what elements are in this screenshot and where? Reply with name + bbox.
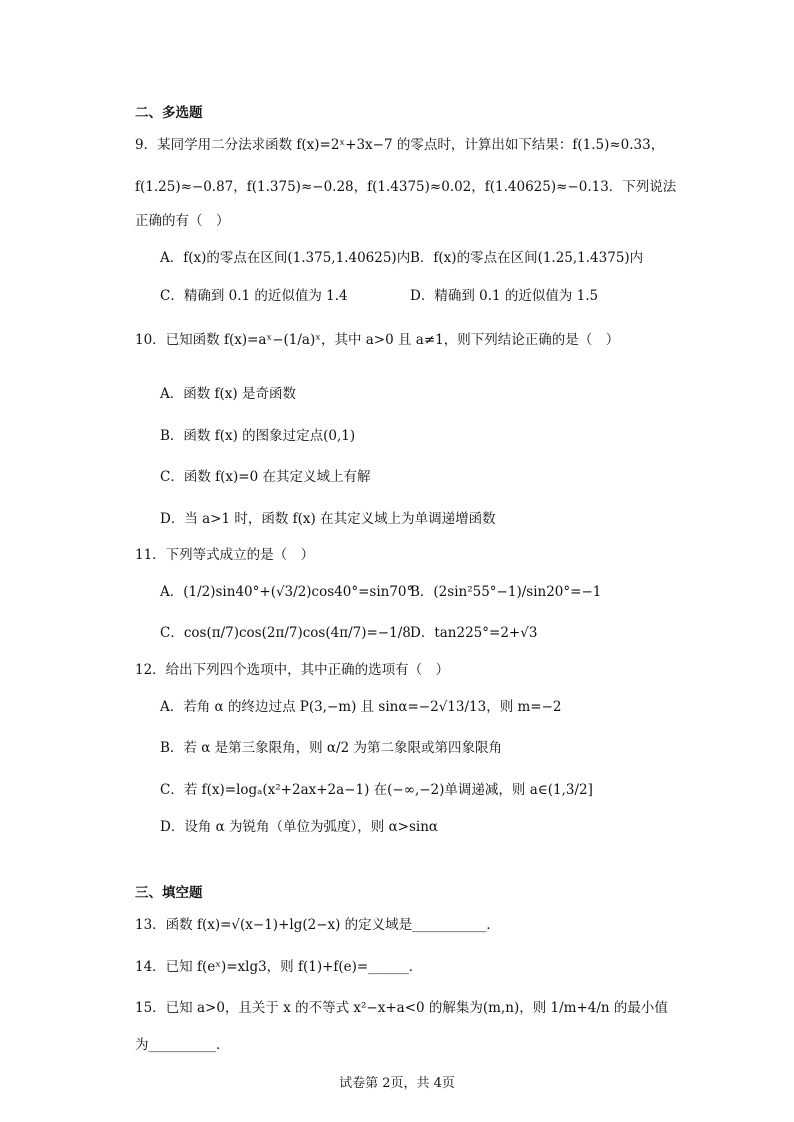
- q9-stem-line2: f(1.25)≈−0.87，f(1.375)≈−0.28，f(1.4375)≈0.02，f(1.40625)≈−0.13．下列说法: [135, 179, 677, 195]
- q11-stem: 11．下列等式成立的是（ ）: [135, 547, 315, 563]
- q12-stem: 12．给出下列四个选项中，其中正确的选项有（ ）: [135, 662, 450, 678]
- q12-option-c: C．若 f(x)=logₐ(x²+2ax+2a−1) 在(−∞,−2)单调递减，则 a∈(1,3/2]: [160, 782, 593, 798]
- section-title-multiple-choice: 二、多选题: [135, 105, 203, 121]
- q15-stem-line2: 为__________．: [135, 1037, 230, 1053]
- q9-option-c: C．精确到 0.1 的近似值为 1.4: [160, 288, 348, 304]
- q15-stem-line1: 15．已知 a>0，且关于 x 的不等式 x²−x+a<0 的解集为(m,n)，则 1/m+4/n 的最小值: [135, 1000, 668, 1016]
- q9-option-a: A．f(x)的零点在区间(1.375,1.40625)内: [160, 250, 411, 266]
- q11-option-b: B．(2sin²55°−1)/sin20°=−1: [410, 584, 602, 600]
- q14-stem: 14．已知 f(eˣ)=xlg3，则 f(1)+f(e)=______．: [135, 959, 423, 975]
- q9-option-b: B．f(x)的零点在区间(1.25,1.4375)内: [410, 250, 644, 266]
- q9-stem-line1: 9．某同学用二分法求函数 f(x)=2ˣ+3x−7 的零点时，计算出如下结果：f(1.5)≈0.33，: [135, 137, 665, 153]
- q10-option-c: C．函数 f(x)=0 在其定义域上有解: [160, 469, 371, 485]
- q13-stem: 13．函数 f(x)=√(x−1)+lg(2−x) 的定义域是___________．: [135, 917, 500, 933]
- q10-stem: 10．已知函数 f(x)=aˣ−(1/a)ˣ，其中 a>0 且 a≠1，则下列结论正确的是（ ）: [135, 332, 620, 348]
- q10-option-d: D．当 a>1 时，函数 f(x) 在其定义域上为单调递增函数: [160, 511, 496, 527]
- q12-option-d: D．设角 α 为锐角（单位为弧度），则 α>sinα: [160, 819, 439, 835]
- q9-stem-line3: 正确的有（ ）: [135, 213, 230, 229]
- page-footer: 试卷第 2页，共 4页: [339, 1076, 455, 1091]
- q11-option-d: D．tan225°=2+√3: [410, 625, 538, 641]
- q10-option-b: B．函数 f(x) 的图象过定点(0,1): [160, 428, 356, 444]
- q12-option-b: B．若 α 是第三象限角，则 α/2 为第二象限或第四象限角: [160, 740, 502, 756]
- q11-option-a: A．(1/2)sin40°+(√3/2)cos40°=sin70°: [160, 584, 414, 600]
- q12-option-a: A．若角 α 的终边过点 P(3,−m) 且 sinα=−2√13/13，则 m=−2: [160, 699, 562, 715]
- q10-option-a: A．函数 f(x) 是奇函数: [160, 386, 296, 402]
- q9-option-d: D．精确到 0.1 的近似值为 1.5: [410, 288, 599, 304]
- section-title-fill-in: 三、填空题: [135, 885, 203, 901]
- q11-option-c: C．cos(π/7)cos(2π/7)cos(4π/7)=−1/8: [160, 625, 411, 641]
